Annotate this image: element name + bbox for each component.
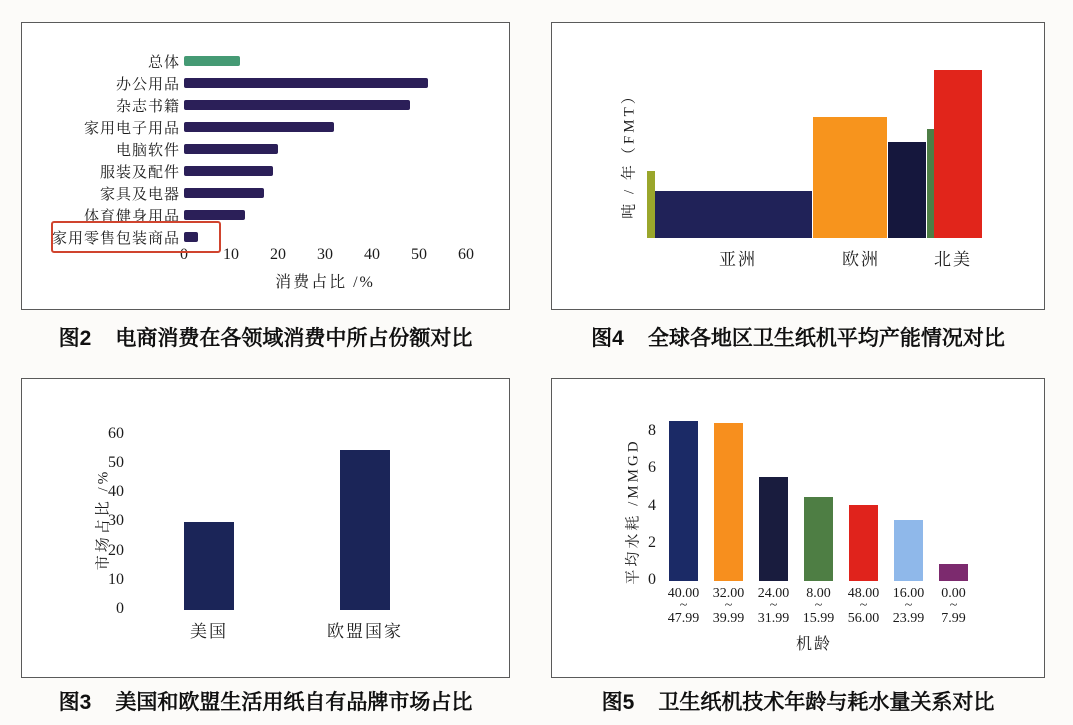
y-tick-0: 0 bbox=[116, 600, 124, 617]
bar-5 bbox=[894, 520, 923, 581]
bar-0 bbox=[184, 522, 234, 610]
y-tick-60: 60 bbox=[108, 424, 124, 442]
bar-亚洲-1 bbox=[655, 191, 812, 238]
x-tick-to-4: 56.00 bbox=[847, 611, 880, 626]
bar-欧洲-2 bbox=[813, 117, 887, 238]
category-label-0: 美国 bbox=[190, 622, 228, 641]
x-tick-20: 20 bbox=[270, 246, 286, 263]
y-tick-2: 2 bbox=[648, 533, 656, 551]
bar-北美-3 bbox=[888, 142, 926, 238]
category-label-3: 家用电子用品 bbox=[83, 121, 180, 137]
category-label-1: 办公用品 bbox=[115, 77, 180, 93]
bar-0 bbox=[184, 56, 240, 66]
x-tick-sep-4: ~ bbox=[859, 598, 868, 613]
x-tick-to-2: 31.99 bbox=[757, 611, 790, 626]
y-axis-label: 平均水耗 /MMGD bbox=[625, 438, 642, 585]
y-tick-6: 6 bbox=[648, 459, 656, 477]
bar-4 bbox=[184, 144, 278, 154]
bar-7 bbox=[184, 210, 245, 220]
x-tick-60: 60 bbox=[458, 246, 474, 263]
x-tick-2 bbox=[749, 587, 799, 626]
x-tick-3 bbox=[794, 587, 844, 626]
category-label-4: 电脑软件 bbox=[115, 143, 180, 159]
category-label-0: 亚洲 bbox=[719, 250, 757, 269]
figure4-chart bbox=[552, 23, 1044, 309]
x-tick-from-4: 48.00 bbox=[847, 586, 880, 601]
x-tick-6 bbox=[929, 587, 979, 626]
bar-亚洲-0 bbox=[647, 171, 655, 238]
x-tick-sep-2: ~ bbox=[769, 598, 778, 613]
figure3-number: 图3 bbox=[58, 691, 92, 714]
bar-4 bbox=[849, 505, 878, 581]
category-label-8: 家用零售包装商品 bbox=[51, 231, 180, 247]
bar-5 bbox=[184, 166, 273, 176]
x-tick-to-5: 23.99 bbox=[892, 611, 925, 626]
figure4-title: 全球各地区卫生纸机平均产能情况对比 bbox=[647, 327, 1005, 350]
x-tick-sep-3: ~ bbox=[814, 598, 823, 613]
x-tick-to-0: 47.99 bbox=[667, 611, 700, 626]
figure3-title: 美国和欧盟生活用纸自有品牌市场占比 bbox=[115, 691, 473, 714]
highlight-box bbox=[51, 221, 221, 253]
bar-北美-4 bbox=[927, 129, 934, 238]
figure2-number: 图2 bbox=[58, 327, 92, 350]
category-label-5: 服装及配件 bbox=[99, 165, 180, 181]
x-tick-sep-5: ~ bbox=[904, 598, 913, 613]
x-tick-5 bbox=[884, 587, 934, 626]
figure5-panel bbox=[551, 378, 1045, 678]
category-label-7: 体育健身用品 bbox=[83, 209, 180, 225]
figure3-panel bbox=[21, 378, 510, 678]
bar-3 bbox=[804, 497, 833, 581]
bar-1 bbox=[184, 78, 428, 88]
figure3-caption bbox=[21, 686, 510, 716]
x-tick-sep-1: ~ bbox=[724, 598, 733, 613]
x-axis-label: 消费占比 /% bbox=[275, 274, 375, 291]
bar-0 bbox=[669, 421, 698, 581]
x-tick-0: 0 bbox=[180, 246, 188, 263]
bar-3 bbox=[184, 122, 334, 132]
figure4-caption bbox=[551, 322, 1045, 352]
figure2-caption bbox=[21, 322, 510, 352]
x-tick-4 bbox=[839, 587, 889, 626]
y-tick-30: 30 bbox=[108, 512, 124, 530]
x-tick-to-1: 39.99 bbox=[712, 611, 745, 626]
y-tick-10: 10 bbox=[108, 570, 124, 588]
y-tick-8: 8 bbox=[648, 422, 656, 440]
y-tick-40: 40 bbox=[108, 483, 124, 501]
figure2-panel bbox=[21, 22, 510, 310]
x-tick-0 bbox=[659, 587, 709, 626]
bar-6 bbox=[939, 564, 968, 581]
x-tick-1 bbox=[704, 587, 754, 626]
x-tick-30: 30 bbox=[317, 246, 333, 263]
x-tick-to-3: 15.99 bbox=[802, 611, 835, 626]
category-label-2: 北美 bbox=[934, 250, 972, 269]
x-tick-sep-6: ~ bbox=[949, 598, 958, 613]
x-tick-from-6: 0.00 bbox=[941, 586, 966, 601]
figure2-title: 电商消费在各领域消费中所占份额对比 bbox=[115, 327, 473, 350]
x-tick-to-6: 7.99 bbox=[941, 611, 966, 626]
x-tick-40: 40 bbox=[364, 246, 380, 263]
x-tick-50: 50 bbox=[411, 246, 427, 263]
bar-2 bbox=[759, 477, 788, 581]
x-tick-sep-0: ~ bbox=[679, 598, 688, 613]
x-tick-from-1: 32.00 bbox=[712, 586, 745, 601]
category-label-6: 家具及电器 bbox=[99, 187, 180, 203]
x-axis-label: 机龄 bbox=[795, 636, 832, 653]
figure4-number: 图4 bbox=[591, 327, 624, 350]
y-tick-0: 0 bbox=[648, 571, 656, 588]
figure5-title: 卫生纸机技术年龄与耗水量关系对比 bbox=[658, 691, 995, 714]
bar-2 bbox=[184, 100, 410, 110]
category-label-0: 总体 bbox=[147, 55, 180, 71]
figure5-chart bbox=[552, 379, 1044, 677]
x-tick-from-3: 8.00 bbox=[806, 586, 831, 601]
figure5-caption bbox=[551, 686, 1045, 716]
category-label-1: 欧盟国家 bbox=[327, 622, 403, 641]
category-label-2: 杂志书籍 bbox=[115, 99, 180, 115]
bar-1 bbox=[714, 423, 743, 581]
x-tick-10: 10 bbox=[223, 246, 239, 263]
x-tick-from-5: 16.00 bbox=[892, 586, 925, 601]
y-axis-label: 市场占比 /% bbox=[95, 468, 112, 571]
figure5-number: 图5 bbox=[601, 691, 635, 714]
y-tick-50: 50 bbox=[108, 454, 124, 472]
category-label-1: 欧洲 bbox=[842, 250, 880, 269]
figure2-chart bbox=[22, 23, 509, 309]
bar-北美-5 bbox=[934, 70, 982, 238]
y-tick-4: 4 bbox=[648, 496, 656, 514]
figure3-chart bbox=[22, 379, 509, 677]
x-tick-from-2: 24.00 bbox=[757, 586, 790, 601]
bar-6 bbox=[184, 188, 264, 198]
bar-1 bbox=[340, 450, 390, 610]
y-axis-label: 吨 / 年（FMT） bbox=[621, 86, 638, 219]
y-tick-20: 20 bbox=[108, 541, 124, 559]
figure4-panel bbox=[551, 22, 1045, 310]
x-tick-from-0: 40.00 bbox=[667, 586, 700, 601]
